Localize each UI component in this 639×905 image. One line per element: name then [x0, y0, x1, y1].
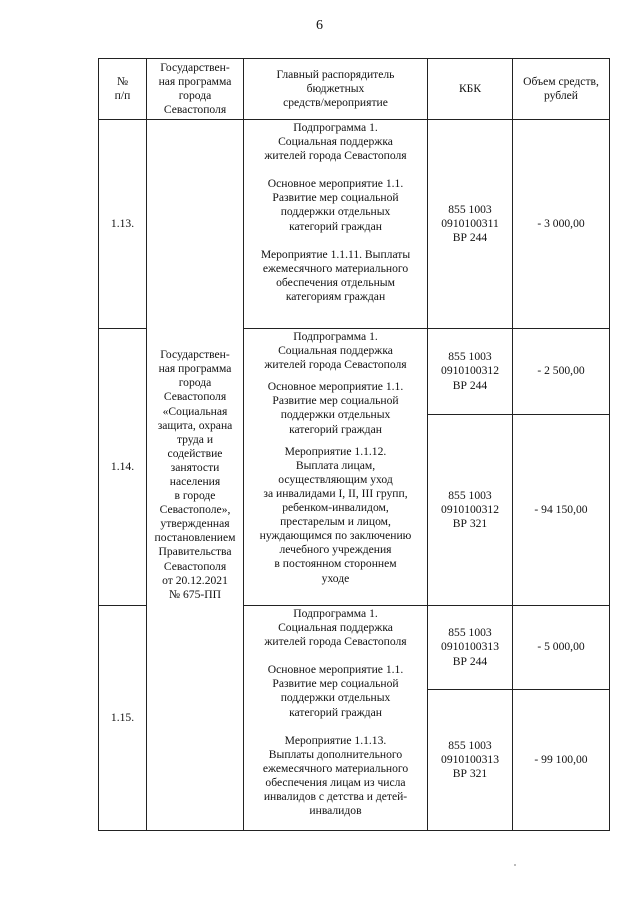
- amount-cell: - 94 150,00: [513, 415, 610, 606]
- page-number: 6: [316, 18, 323, 33]
- header-program: Государствен- ная программа города Севастополя: [147, 59, 244, 120]
- budget-table: [98, 58, 610, 831]
- amount-cell: - 2 500,00: [513, 329, 610, 415]
- row-number: 1.13.: [99, 120, 147, 329]
- measure-text: Мероприятие 1.1.12. Выплата лицам, осуществляющим уход за инвалидами I, II, III групп, ребенком-инвалидом, престарелым и лицом, нуждающимся по заключению лечебного учреждения в постоянном стороннем уходе: [259, 444, 412, 585]
- kbk-cell: 855 1003 0910100313 ВР 244: [428, 606, 513, 690]
- measure-cell: [244, 329, 428, 606]
- program-name: Государствен- ная программа города Севастополя «Социальная защита, охрана труда и содействие занятости населения в городе Севастополе», утвержденная постановлением Правительства Севастополя от 20.12.2021 № 675-ПП: [147, 120, 244, 831]
- kbk-cell: 855 1003 0910100312 ВР 244: [428, 329, 513, 415]
- row-number: 1.14.: [99, 329, 147, 606]
- table-header-row: [99, 59, 610, 120]
- measure-cell: [244, 606, 428, 831]
- measure-text: Мероприятие 1.1.11. Выплаты ежемесячного материального обеспечения отдельным категориям граждан: [260, 247, 411, 303]
- header-num: № п/п: [99, 59, 147, 120]
- row-number: 1.15.: [99, 606, 147, 831]
- main-measure-text: Основное мероприятие 1.1. Развитие мер социальной поддержки отдельных категорий граждан: [267, 663, 404, 719]
- subprogram-text: Подпрограмма 1. Социальная поддержка жителей города Севастополя: [264, 607, 407, 649]
- subprogram-text: Подпрограмма 1. Социальная поддержка жителей города Севастополя: [264, 330, 407, 372]
- measure-cell: [244, 120, 428, 329]
- table-row: [99, 120, 610, 329]
- header-amount: Объем средств, рублей: [513, 59, 610, 120]
- kbk-cell: 855 1003 0910100313 ВР 321: [428, 690, 513, 831]
- measure-text: Мероприятие 1.1.13. Выплаты дополнительного ежемесячного материального обеспечения лицам из числа инвалидов с детства и детей- инвалидов: [262, 733, 409, 818]
- amount-cell: - 5 000,00: [513, 606, 610, 690]
- subprogram-text: Подпрограмма 1. Социальная поддержка жителей города Севастополя: [264, 121, 407, 163]
- amount-cell: - 99 100,00: [513, 690, 610, 831]
- header-kbk: КБК: [428, 59, 513, 120]
- main-measure-text: Основное мероприятие 1.1. Развитие мер социальной поддержки отдельных категорий граждан: [267, 177, 404, 233]
- header-manager: Главный распорядитель бюджетных средств/мероприятие: [244, 59, 428, 120]
- kbk-cell: 855 1003 0910100312 ВР 321: [428, 415, 513, 606]
- amount-cell: - 3 000,00: [513, 120, 610, 329]
- main-measure-text: Основное мероприятие 1.1. Развитие мер социальной поддержки отдельных категорий граждан: [267, 380, 404, 436]
- scan-speck: [514, 864, 516, 866]
- kbk-cell: 855 1003 0910100311 ВР 244: [428, 120, 513, 329]
